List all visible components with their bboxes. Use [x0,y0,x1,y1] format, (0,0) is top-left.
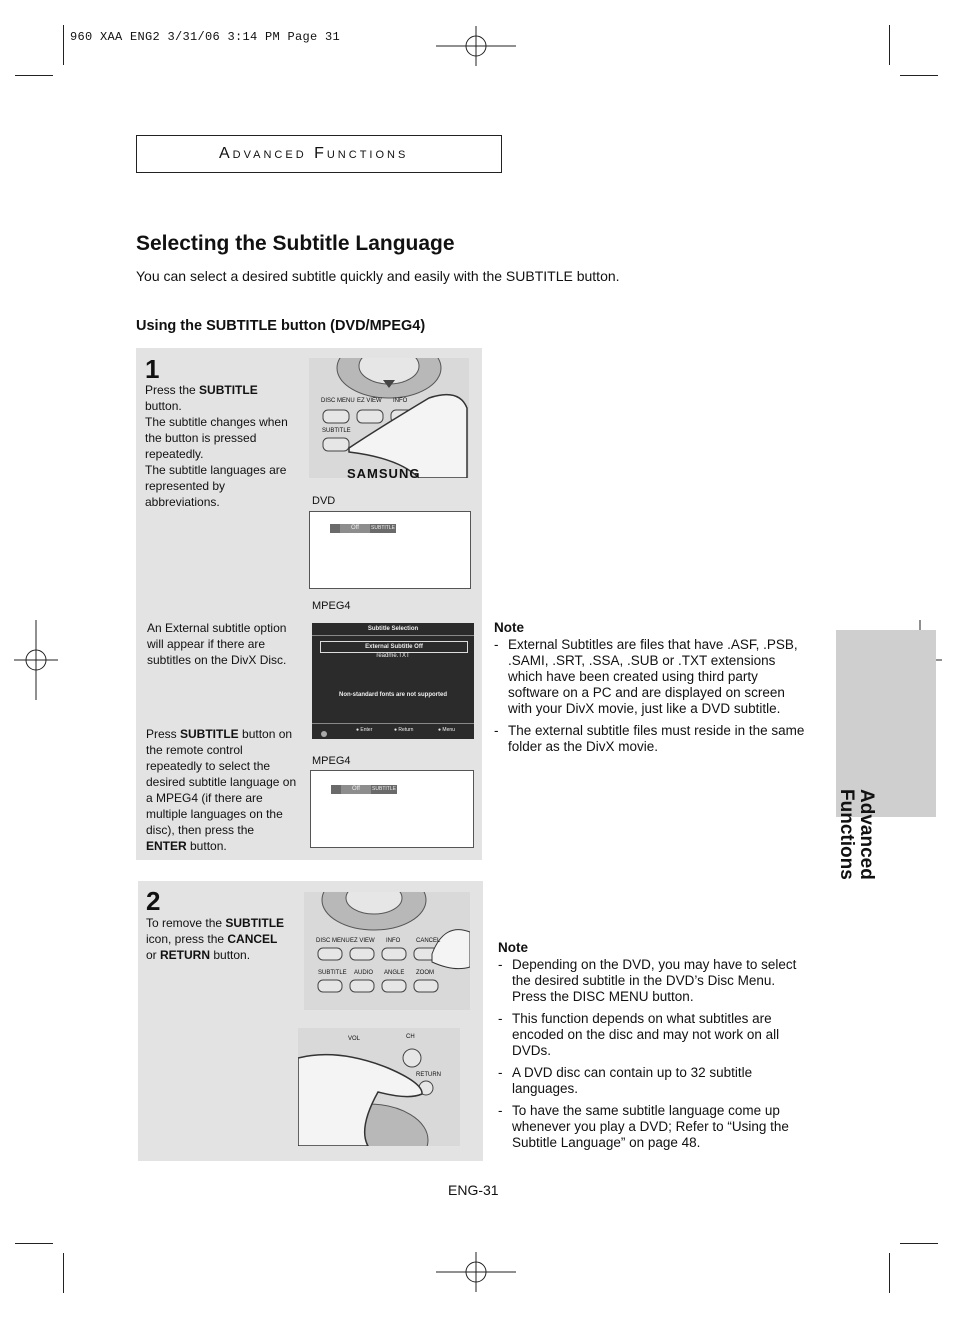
remote-label: SUBTITLE [318,970,347,976]
remote-label: RETURN [416,1072,441,1078]
section-title: Advanced Functions [219,145,409,162]
screen-warning: Non-standard fonts are not supported [339,692,447,698]
step1-bold: ENTER [146,839,187,853]
mpeg4-instructions [146,726,298,854]
menu-hint: ● Menu [438,727,455,733]
label-mpeg4: MPEG4 [312,755,351,767]
note-item: - Depending on the DVD, you may have to select the desired subtitle in the DVD’s Disc Menu. Press the DISC MENU button. [498,957,808,1005]
step1-number: 1 [145,354,160,384]
remote-label: ANGLE [384,970,405,976]
step2-number: 2 [146,886,161,916]
subheading: Using the SUBTITLE button (DVD/MPEG4) [136,318,426,334]
registration-mark-left [14,620,58,700]
hint-text: Return [398,727,414,733]
note-item: - A DVD disc can contain up to 32 subtitle languages. [498,1065,808,1097]
remote-label: INFO [393,398,408,404]
step2-instructions [146,915,291,963]
dpad-icon [318,726,328,734]
osd-value: Off [340,524,370,533]
remote-illustration [304,892,470,1010]
osd-tag: SUBTITLE [372,786,396,792]
step1-text: Press the [145,383,200,397]
return-hint: ● Return [394,727,414,733]
hint-text: Enter [360,727,373,733]
remote-label: ZOOM [416,970,434,976]
note-heading: Note [498,940,528,955]
step1-bold: SUBTITLE [199,383,258,397]
label-dvd: DVD [312,495,336,507]
screen-title: Subtitle Selection [367,626,419,632]
note-item: - External Subtitles are files that have .ASF, .PSB, .SAMI, .SRT, .SSA, .SUB or .TXT extensions which have been created using third party software on a PC and are displayed on screen with your DivX movie, just like a DVD subtitle. [494,637,809,717]
step2-text: or [146,948,161,962]
remote-label: INFO [386,938,401,944]
subtitle-icon [331,785,341,794]
remote-illustration [309,358,469,478]
remote-label: DISC MENU [316,938,350,944]
side-tab [836,630,936,880]
remote-label: EZ VIEW [357,398,382,404]
step2-text: button. [210,948,251,962]
dvd-screen [309,511,471,589]
subtitle-osd [330,524,396,533]
step2-text: To remove the [146,916,226,930]
remote-label: CANCEL [416,938,441,944]
step1-text: The subtitle changes when the button is pressed repeatedly. [145,415,288,461]
print-header: 960 XAA ENG2 3/31/06 3:14 PM Page 31 [70,30,341,44]
label-mpeg4: MPEG4 [312,600,351,612]
step2-bold: RETURN [160,948,211,962]
registration-mark-top [436,24,516,68]
osd-tag: SUBTITLE [371,525,395,531]
step1-text: The subtitle languages are represented by abbreviations. [145,463,287,509]
registration-mark-bottom [436,1250,516,1294]
remote-label: VOL [348,1036,361,1042]
step2-bold: SUBTITLE [225,916,285,930]
page-title: Selecting the Subtitle Language [136,232,455,255]
step2-bold: CANCEL [227,932,278,946]
external-subtitle-text: An External subtitle option will appear if there are subtitles on the DivX Disc. [147,621,287,667]
remote-label: EZ VIEW [350,938,375,944]
samsung-logo: SAMSUNG [347,466,421,478]
section-header-box [136,135,502,173]
step1-instructions [145,382,295,510]
step1-text: Press [146,727,181,741]
note-item: - This function depends on what subtitles are encoded on the disc and may not work on all DVDs. [498,1011,808,1059]
side-tab-label: Advanced Functions [836,789,877,880]
enter-hint: ● Enter [356,727,373,733]
step1-text: button. [145,399,182,413]
remote-illustration [298,1028,460,1146]
remote-label: CH [406,1034,415,1040]
mpeg4-screen [310,770,474,848]
note-2 [498,940,808,1157]
intro-text: You can select a desired subtitle quickly and easily with the SUBTITLE button. [136,268,620,284]
page-number: ENG-31 [448,1182,499,1198]
step1-bold: SUBTITLE [180,727,239,741]
subtitle-icon [330,524,340,533]
mpeg4-subtitle-screen [312,623,474,739]
note-heading: Note [494,620,524,635]
subtitle-osd [331,785,397,794]
step1-text: button on the remote control repeatedly to select the desired subtitle language on a MPEG4 (if there are multiple languages on the disc), then press the [146,727,297,837]
remote-label: AUDIO [354,970,374,976]
remote-label: SUBTITLE [322,428,351,434]
screen-file: readme.TXT [376,653,410,659]
osd-value: Off [341,785,371,794]
step1-text: button. [186,839,227,853]
remote-label: DISC MENU [321,398,355,404]
note-item: - To have the same subtitle language come up whenever you play a DVD; Refer to “Using the Subtitle Language” on page 48. [498,1103,808,1151]
note-1 [494,620,809,761]
note-item: - The external subtitle files must reside in the same folder as the DivX movie. [494,723,809,755]
hint-text: Menu [442,727,455,733]
step2-text: icon, press the [146,932,228,946]
screen-option: External Subtitle Off [320,641,468,653]
